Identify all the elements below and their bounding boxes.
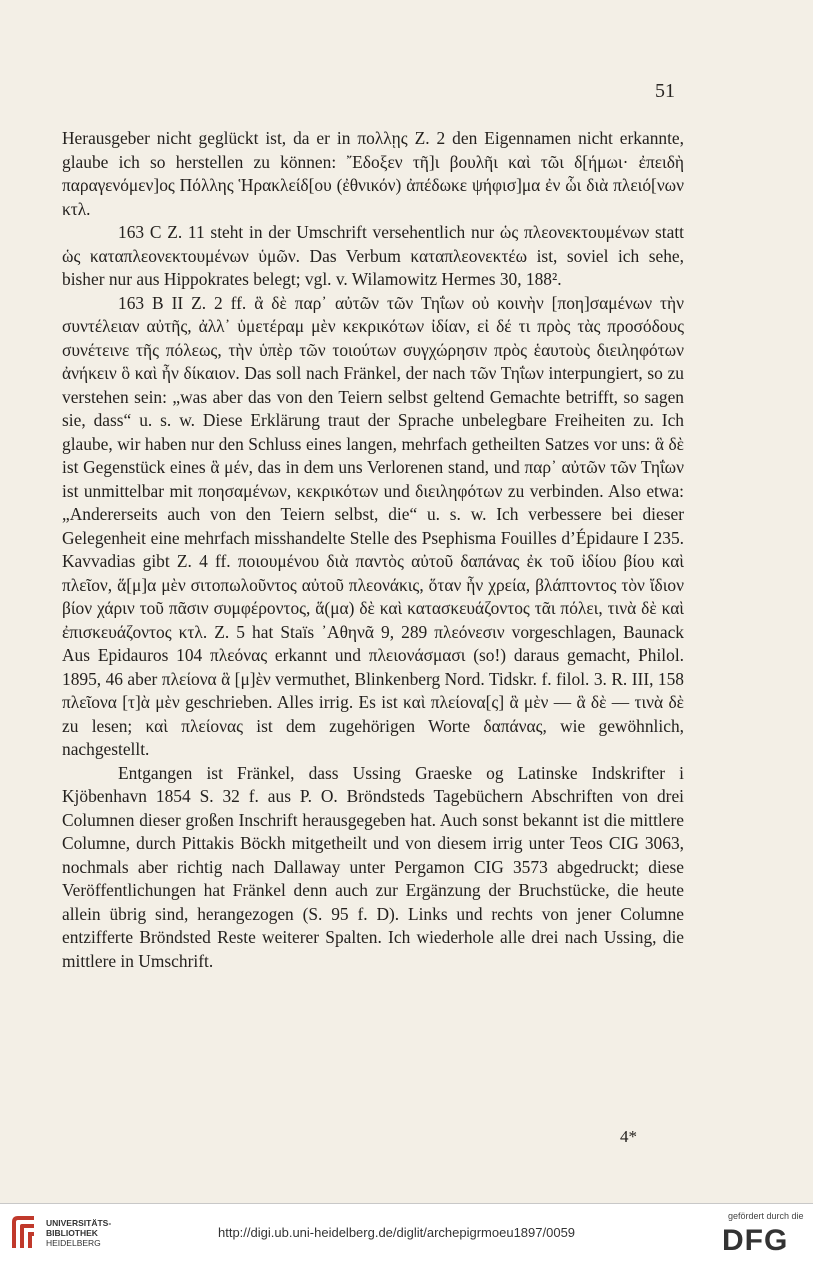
university-library-logo-icon bbox=[8, 1212, 38, 1252]
library-name bbox=[46, 1218, 111, 1248]
dfg-logo: DFG bbox=[722, 1224, 789, 1257]
funded-by-label: gefördert durch die bbox=[728, 1211, 804, 1221]
paragraph-4: Entgangen ist Fränkel, dass Ussing Graeske og Latinske Indskrifter i Kjöbenhavn 1854 S. 32 f. aus P. O. Bröndsteds Tagebüchern Abschriften von drei Columnen dieser großen Inschrift herausgegeben hat. Auch sonst bekannt ist die mittlere Columne, durch Pittakis Böckh mitgetheilt und von diesem irrig unter Teos CIG 3063, nochmals aber richtig nach Dallaway unter Pergamon CIG 3573 abgedruckt; diese Veröffentlichungen hat Fränkel denn auch zur Ergänzung der Bruchstücke, die heute allein übrig sind, herangezogen (S. 95 f. D). Links und rechts von jener Columne entzifferte Bröndsted Reste weiterer Spalten. Ich wiederhole alle drei nach Ussing, die mittlere in Umschrift. bbox=[62, 762, 684, 971]
signature-mark: 4* bbox=[620, 1127, 637, 1146]
paragraph-3: 163 B II Z. 2 ff. ἃ δὲ παρ᾽ αὐτῶν τῶν Τηΐων οὐ κοινὴν [ποη]σαμένων τὴν συντέλειαν αὐτῆς, ἀλλ᾽ ὑμετέραμ μὲν κεκρικότων ἰδίαν, εἰ δέ τι πρὸς τὰς προσόδους συνέτεινε τῆς πόλεως, τὴν ὑπὲρ τῶν τοιούτων συγχώρησιν πρὸς ἑαυτοὺς διειληφότων ἀνήκειν ὃ καὶ ἦν δίκαιον. Das soll nach Fränkel, der nach τῶν Τηΐων interpungiert, so zu verstehen sein: „was aber das von den Teiern selbst geltend Gemachte betrifft, so sagen sie, dass“ u. s. w. Diese Erklärung traut der Sprache unbelegbare Freiheiten zu. Ich glaube, wir haben nur den Schluss eines langen, mehrfach getheilten Satzes vor uns: ἃ δὲ ist Gegenstück eines ἃ μέν, das in dem uns Verlorenen stand, und παρ᾽ αὐτῶν τῶν Τηΐων ist unmittelbar mit ποησαμένων, κεκρικότων und διειληφότων zu verbinden. Also etwa: „Andererseits auch von den Teiern selbst, die“ u. s. w. Ich verbessere bei dieser Gelegenheit eine mehrfach misshandelte Stelle des Psephisma Fouilles d’Épidaure I 235. Kavvadias gibt Z. 4 ff. ποιουμένου διὰ παντὸς αὐτοῦ δαπάνας ἐκ τοῦ ἰδίου βίου καὶ πλεῖον, ἅ[μ]α μὲν σιτοπωλοῦντος αὐτοῦ πλεονάκις, ὅταν ἦν χρεία, βλάπτοντος τὸν ἴδιον βίον χάριν τοῦ πᾶσιν συμφέροντος, ἅ(μα) δὲ καὶ κατασκευάζοντος τᾶι πόλει, τινὰ δὲ καὶ ἐπισκευάζοντος κτλ. Z. 5 hat Staïs ᾿Αθηνᾶ 9, 289 πλεόνεσιν vorgeschlagen, Baunack Aus Epidauros 104 πλεόνας erkannt und πλειονάσμασι (so!) daraus gemacht, Philol. 1895, 46 aber πλείονα ἃ [μ]ὲν vermuthet, Blinkenberg Nord. Tidskr. f. filol. 3. R. III, 158 πλεῖονα [τ]ὰ μὲν geschrieben. Alles irrig. Es ist καὶ πλείονα[ς] ἃ μὲν — ἃ δὲ — τινὰ δὲ zu lesen; καὶ πλείονας ist dem zugehörigen Worte δαπάνας, wie gewöhnlich, nachgestellt. bbox=[62, 292, 684, 759]
library-name-line-2: BIBLIOTHEK bbox=[46, 1228, 98, 1238]
paragraph-2: 163 C Z. 11 steht in der Umschrift versehentlich nur ὡς πλεονεκτουμένων statt ὡς καταπλεονεκτουμένων ὑμῶν. Das Verbum καταπλεονεκτέω ist, soviel ich sehe, bisher nur aus Hippokrates belegt; vgl. v. Wilamowitz Hermes 30, 188². bbox=[62, 222, 684, 289]
library-name-line-1: UNIVERSITÄTS- bbox=[46, 1218, 112, 1228]
page-number: 51 bbox=[655, 80, 675, 102]
footer-bar bbox=[0, 1203, 813, 1262]
body-text bbox=[62, 127, 684, 973]
library-name-line-3: HEIDELBERG bbox=[46, 1238, 101, 1248]
source-url[interactable]: http://digi.ub.uni-heidelberg.de/diglit/archepigrmoeu1897/0059 bbox=[218, 1225, 576, 1240]
paragraph-1: Herausgeber nicht geglückt ist, da er in πολλῃς Z. 2 den Eigennamen nicht erkannte, glaube ich so herstellen zu können: ῎Εδοξεν τῆ]ι βουλῆι καὶ τῶι δ[ήμωι· ἐπειδὴ παραγενόμεν]ος Πόλλης Ἡρακλείδ[ου (ἐθνικόν) ἀπέδωκε ψήφισ]μα ἐν ὧι διὰ πλειό[νων κτλ. bbox=[62, 128, 684, 219]
